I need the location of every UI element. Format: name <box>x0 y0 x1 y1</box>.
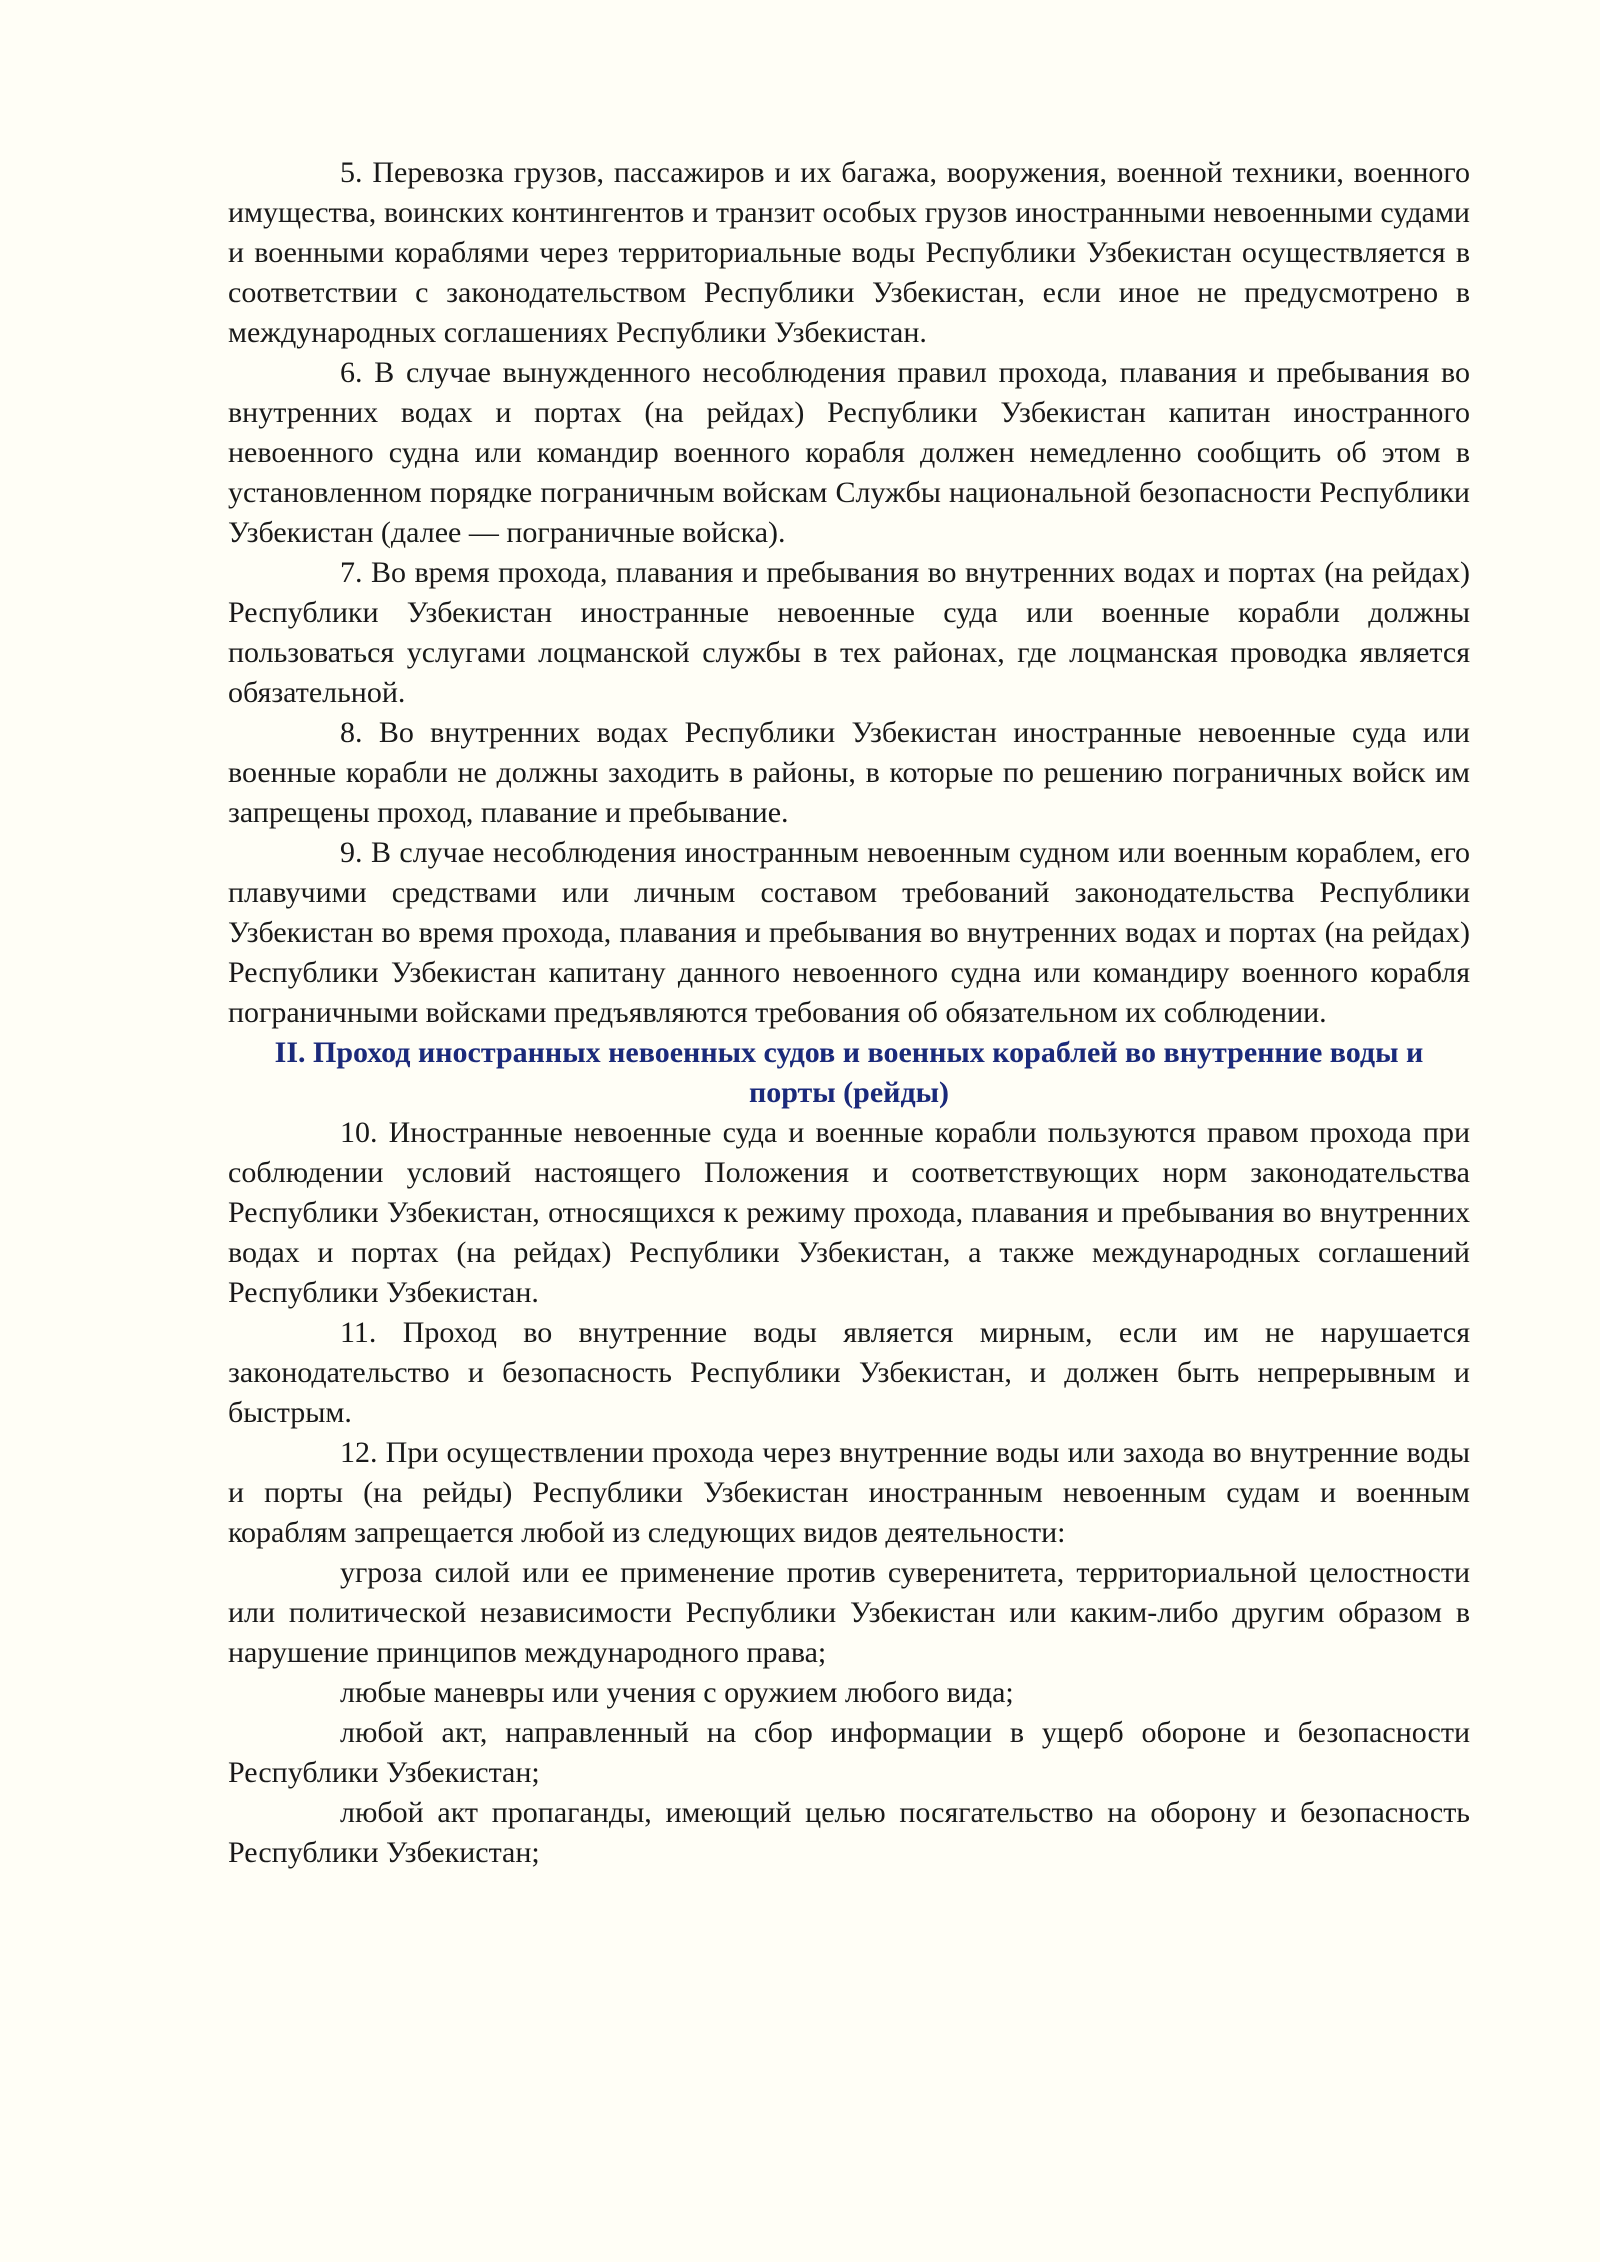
list-item-information-gathering: любой акт, направленный на сбор информации в ущерб обороне и безопасности Республики Узбекистан; <box>228 1716 1470 1789</box>
paragraph-7: 7. Во время прохода, плавания и пребывания во внутренних водах и портах (на рейдах) Республики Узбекистан иностранные невоенные суда или военные корабли должны пользоваться услугами лоцманской службы в тех районах, где лоцманская проводка является обязательной. <box>228 556 1470 709</box>
document-body <box>228 153 1470 1873</box>
section-heading: II. Проход иностранных невоенных судов и военных кораблей во внутренние воды и порты (рейды) <box>274 1036 1424 1109</box>
paragraph-6: 6. В случае вынужденного несоблюдения правил прохода, плавания и пребывания во внутренних водах и портах (на рейдах) Республики Узбекистан капитан иностранного невоенного судна или командир военного корабля должен немедленно сообщить об этом в установленном порядке пограничным войскам Службы национальной безопасности Республики Узбекистан (далее — пограничные войска). <box>228 356 1470 549</box>
paragraph-5: 5. Перевозка грузов, пассажиров и их багажа, вооружения, военной техники, военного имущества, воинских контингентов и транзит особых грузов иностранными невоенными судами и военными кораблями через территориальные воды Республики Узбекистан осуществляется в соответствии с законодательством Республики Узбекистан, если иное не предусмотрено в международных соглашениях Республики Узбекистан. <box>228 156 1470 349</box>
list-item-propaganda: любой акт пропаганды, имеющий целью посягательство на оборону и безопасность Республики Узбекистан; <box>228 1796 1470 1869</box>
paragraph-11: 11. Проход во внутренние воды является мирным, если им не нарушается законодательство и безопасность Республики Узбекистан, и должен быть непрерывным и быстрым. <box>228 1316 1470 1429</box>
paragraph-10: 10. Иностранные невоенные суда и военные корабли пользуются правом прохода при соблюдении условий настоящего Положения и соответствующих норм законодательства Республики Узбекистан, относящихся к режиму прохода, плавания и пребывания во внутренних водах и портах (на рейдах) Республики Узбекистан, а также международных соглашений Республики Узбекистан. <box>228 1116 1470 1309</box>
list-item-maneuvers: любые маневры или учения с оружием любого вида; <box>340 1676 1014 1709</box>
paragraph-12: 12. При осуществлении прохода через внутренние воды или захода во внутренние воды и порты (на рейды) Республики Узбекистан иностранным невоенным судам и военным кораблям запрещается любой из следующих видов деятельности: <box>228 1436 1470 1549</box>
paragraph-8: 8. Во внутренних водах Республики Узбекистан иностранные невоенные суда или военные корабли не должны заходить в районы, в которые по решению пограничных войск им запрещены проход, плавание и пребывание. <box>228 716 1470 829</box>
list-item-threat: угроза силой или ее применение против суверенитета, территориальной целостности или политической независимости Республики Узбекистан или каким-либо другим образом в нарушение принципов международного права; <box>228 1556 1470 1669</box>
paragraph-9: 9. В случае несоблюдения иностранным невоенным судном или военным кораблем, его плавучими средствами или личным составом требований законодательства Республики Узбекистан во время прохода, плавания и пребывания во внутренних водах и портах (на рейдах) Республики Узбекистан капитану данного невоенного судна или командиру военного корабля пограничными войсками предъявляются требования об обязательном их соблюдении. <box>228 836 1470 1029</box>
